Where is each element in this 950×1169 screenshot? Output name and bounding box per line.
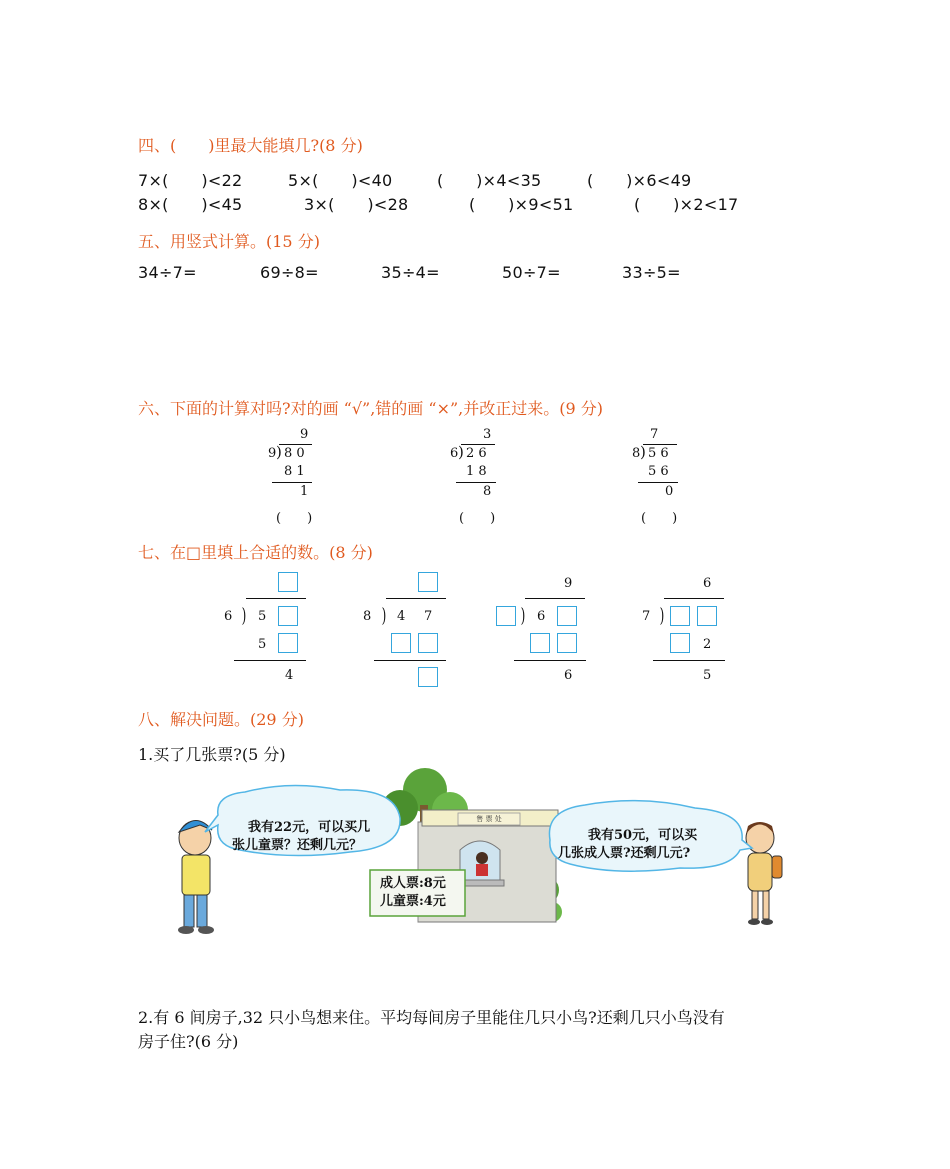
blank-box[interactable] bbox=[557, 606, 577, 626]
answer-bracket[interactable]: ( ) bbox=[459, 511, 496, 526]
dividend: 6 bbox=[537, 609, 546, 624]
s4-row1-item: 7×( )<22 bbox=[138, 171, 243, 190]
division-bar bbox=[643, 444, 677, 445]
s4-row2-item: ( )×2<17 bbox=[634, 195, 739, 214]
girl-bubble-line: 我有50元，可以买 bbox=[588, 828, 698, 843]
division-bar bbox=[279, 444, 312, 445]
dividend: 5 6 bbox=[648, 446, 669, 461]
section-6-heading: 六、下面的计算对吗?对的画 “√”,错的画 “×”,并改正过来。(9 分) bbox=[138, 399, 603, 418]
product: 5 bbox=[258, 637, 267, 652]
answer-bracket[interactable]: ( ) bbox=[276, 511, 313, 526]
section-5-heading: 五、用竖式计算。(15 分) bbox=[138, 232, 320, 251]
blank-box[interactable] bbox=[418, 667, 438, 687]
divisor: 8 bbox=[363, 609, 372, 624]
blank-box[interactable] bbox=[418, 633, 438, 653]
remainder: 5 bbox=[703, 668, 712, 683]
quotient: 6 bbox=[703, 576, 712, 591]
s4-row2-item: 3×( )<28 bbox=[304, 195, 409, 214]
dividend-ones: 7 bbox=[424, 609, 433, 624]
division-bracket: ) bbox=[640, 443, 646, 461]
booth-sign: 售 票 处 bbox=[476, 815, 502, 823]
subtraction-line bbox=[234, 660, 306, 661]
quotient: 9 bbox=[300, 427, 309, 442]
subtraction-line bbox=[456, 482, 496, 483]
division-bar bbox=[246, 598, 306, 599]
divisor: 9 bbox=[268, 446, 277, 461]
division-bar bbox=[664, 598, 724, 599]
division-bracket: ) bbox=[276, 443, 282, 461]
boy-bubble-line: 张儿童票？还剩几元？ bbox=[232, 838, 363, 853]
subtraction-line bbox=[638, 482, 678, 483]
divisor: 6 bbox=[450, 446, 459, 461]
blank-box[interactable] bbox=[418, 572, 438, 592]
section-8-heading: 八、解决问题。(29 分) bbox=[138, 710, 304, 729]
blank-box[interactable] bbox=[278, 606, 298, 626]
s5-item: 69÷8= bbox=[260, 263, 319, 282]
product: 5 6 bbox=[648, 464, 669, 479]
division-bracket: ) bbox=[241, 603, 247, 627]
divisor: 7 bbox=[642, 609, 651, 624]
ticket-booth-illustration bbox=[160, 760, 790, 945]
boy-bubble-line: 我有22元，可以买几 bbox=[248, 820, 371, 835]
price-child: 儿童票:4元 bbox=[380, 894, 446, 909]
dividend: 8 0 bbox=[284, 446, 305, 461]
s4-row1-item: ( )×4<35 bbox=[437, 171, 542, 190]
division-bracket: ) bbox=[381, 603, 387, 627]
quotient: 7 bbox=[650, 427, 659, 442]
product: 8 1 bbox=[284, 464, 305, 479]
quotient: 9 bbox=[564, 576, 573, 591]
quotient: 3 bbox=[483, 427, 492, 442]
s5-item: 50÷7= bbox=[502, 263, 561, 282]
division-bar bbox=[525, 598, 585, 599]
answer-bracket[interactable]: ( ) bbox=[641, 511, 678, 526]
subtraction-line bbox=[272, 482, 312, 483]
blank-box[interactable] bbox=[697, 606, 717, 626]
question-1: 1.买了几张票?(5 分) bbox=[138, 745, 286, 764]
dividend: 2 6 bbox=[466, 446, 487, 461]
blank-box[interactable] bbox=[530, 633, 550, 653]
girl-bubble-line: 几张成人票?还剩几元? bbox=[558, 846, 691, 861]
dividend-tens: 4 bbox=[397, 609, 406, 624]
divisor: 6 bbox=[224, 609, 233, 624]
division-bar bbox=[386, 598, 446, 599]
s4-row1-item: ( )×6<49 bbox=[587, 171, 692, 190]
subtraction-line bbox=[653, 660, 725, 661]
blank-box[interactable] bbox=[670, 606, 690, 626]
dividend: 5 bbox=[258, 609, 267, 624]
s5-item: 34÷7= bbox=[138, 263, 197, 282]
division-bracket: ) bbox=[659, 603, 665, 627]
blank-box[interactable] bbox=[670, 633, 690, 653]
division-bracket: ) bbox=[458, 443, 464, 461]
blank-box[interactable] bbox=[278, 572, 298, 592]
division-bar bbox=[461, 444, 495, 445]
s4-row2-item: 8×( )<45 bbox=[138, 195, 243, 214]
remainder: 6 bbox=[564, 668, 573, 683]
division-bracket: ) bbox=[520, 603, 526, 627]
s5-item: 35÷4= bbox=[381, 263, 440, 282]
question-2-line-2: 房子住?(6 分) bbox=[138, 1032, 239, 1051]
question-2-line-1: 2.有 6 间房子,32 只小鸟想来住。平均每间房子里能住几只小鸟?还剩几只小鸟没有 bbox=[138, 1008, 725, 1027]
blank-box[interactable] bbox=[278, 633, 298, 653]
subtraction-line bbox=[514, 660, 586, 661]
remainder: 4 bbox=[285, 668, 294, 683]
blank-box[interactable] bbox=[557, 633, 577, 653]
blank-box[interactable] bbox=[391, 633, 411, 653]
blank-box[interactable] bbox=[496, 606, 516, 626]
girl-icon bbox=[746, 822, 782, 925]
boy-icon bbox=[178, 820, 214, 934]
price-adult: 成人票:8元 bbox=[380, 876, 446, 891]
s4-row2-item: ( )×9<51 bbox=[469, 195, 574, 214]
section-4-heading: 四、( )里最大能填几?(8 分) bbox=[138, 136, 363, 155]
section-7-heading: 七、在□里填上合适的数。(8 分) bbox=[138, 543, 373, 562]
s4-row1-item: 5×( )<40 bbox=[288, 171, 393, 190]
remainder: 0 bbox=[665, 484, 674, 499]
remainder: 1 bbox=[300, 484, 309, 499]
product: 2 bbox=[703, 637, 712, 652]
remainder: 8 bbox=[483, 484, 492, 499]
subtraction-line bbox=[374, 660, 446, 661]
s5-item: 33÷5= bbox=[622, 263, 681, 282]
divisor: 8 bbox=[632, 446, 641, 461]
product: 1 8 bbox=[466, 464, 487, 479]
